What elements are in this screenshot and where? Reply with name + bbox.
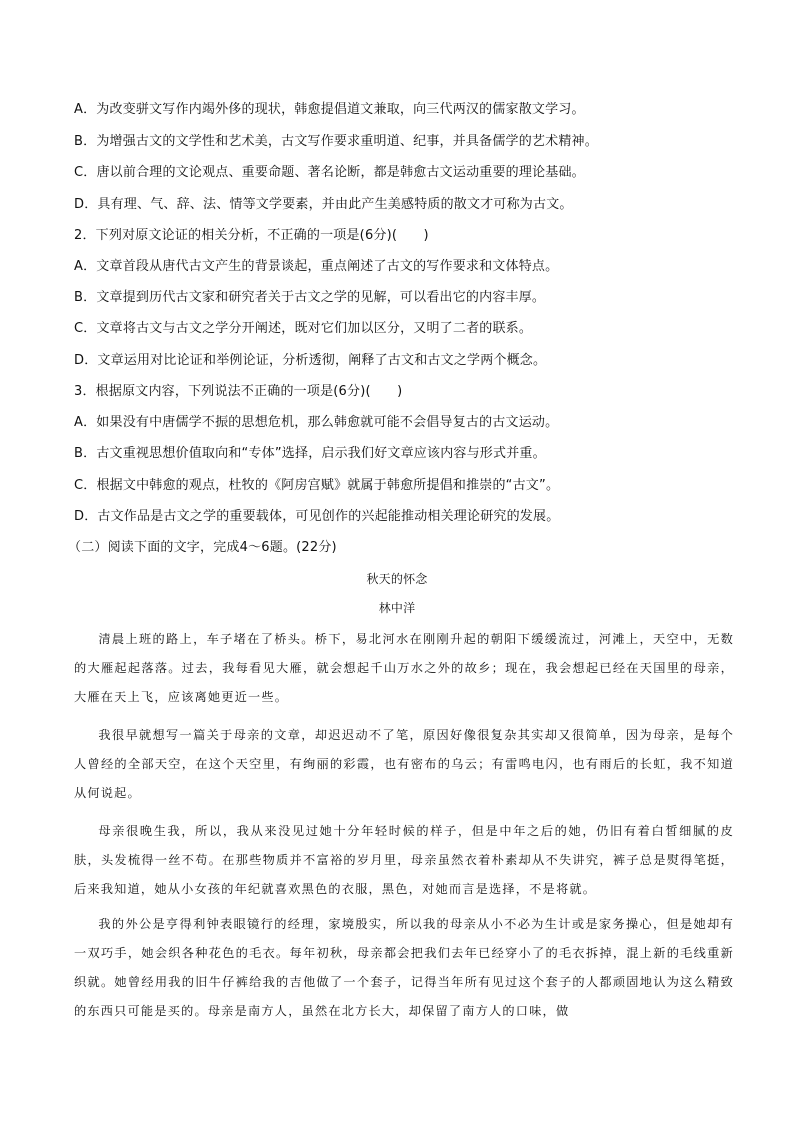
q2-option-c: C．文章将古文与古文之学分开阐述，既对它们加以区分，又明了二者的联系。 bbox=[74, 321, 533, 336]
q3-option-a: A．如果没有中唐儒学不振的思想危机，那么韩愈就可能不会倡导复古的古文运动。 bbox=[74, 415, 559, 430]
q1-option-b: B．为增强古文的文学性和艺术美，古文写作要求重明道、纪事，并具备儒学的艺术精神。 bbox=[74, 134, 598, 149]
passage-paragraph-4: 我的外公是亨得利钟表眼镜行的经理，家境殷实，所以我的母亲从小不必为生计或是家务操心，但是她却有一双巧手，她会织各种花色的毛衣。每年初秋，母亲都会把我们去年已经穿小了的毛衣拆掉，混上新的毛线重新织就。她曾经用我的旧牛仔裤给我的吉他做了一个套子，记得当年所有见过这个套子的人都顽固地认为这么精致的东西只可能是买的。母亲是南方人，虽然在北方长大，却保留了南方人的口味，做 bbox=[74, 917, 734, 1018]
passage-paragraph-1: 清晨上班的路上，车子堵在了桥头。桥下，易北河水在刚刚升起的朝阳下缓缓流过，河滩上，天空中，无数的大雁起起落落。过去，我每看见大雁，就会想起千山万水之外的故乡；现在，我会想起已经在天国里的母亲，大雁在天上飞，应该离她更近一些。 bbox=[74, 632, 734, 704]
q2-stem: 2．下列对原文论证的相关分析，不正确的一项是(6分)( ) bbox=[74, 228, 429, 243]
passage-author: 林中洋 bbox=[378, 601, 416, 615]
q3-stem: 3．根据原文内容，下列说法不正确的一项是(6分)( ) bbox=[74, 384, 403, 399]
q2-option-a: A．文章首段从唐代古文产生的背景谈起，重点阐述了古文的写作要求和文体特点。 bbox=[74, 259, 559, 274]
q2-option-b: B．文章提到历代古文家和研究者关于古文之学的见解，可以看出它的内容丰厚。 bbox=[74, 290, 546, 305]
q2-option-d: D．文章运用对比论证和举例论证，分析透彻，阐释了古文和古文之学两个概念。 bbox=[74, 353, 547, 368]
section2-heading: （二）阅读下面的文字，完成4～6题。(22分) bbox=[68, 540, 337, 555]
q3-option-d: D．古文作品是古文之学的重要载体，可见创作的兴起能推动相关理论研究的发展。 bbox=[74, 509, 560, 524]
passage-title: 秋天的怀念 bbox=[366, 572, 428, 586]
passage-paragraph-3: 母亲很晚生我，所以，我从来没见过她十分年轻时候的样子，但是中年之后的她，仍旧有着白皙细腻的皮肤，头发梳得一丝不苟。在那些物质并不富裕的岁月里，母亲虽然衣着朴素却从不失讲究，裤子总是熨得笔挺，后来我知道，她从小女孩的年纪就喜欢黑色的衣服，黑色，对她而言是选择，不是将就。 bbox=[74, 824, 734, 896]
q3-option-c: C．根据文中韩愈的观点，杜牧的《阿房宫赋》就属于韩愈所提倡和推崇的“古文”。 bbox=[74, 478, 560, 493]
q1-option-a: A．为改变骈文写作内竭外侈的现状，韩愈提倡道文兼取，向三代两汉的儒家散文学习。 bbox=[74, 102, 585, 117]
q1-option-d: D．具有理、气、辞、法、情等文学要素，并由此产生美感特质的散文才可称为古文。 bbox=[74, 197, 573, 212]
q1-option-c: C．唐以前合理的文论观点、重要命题、著名论断，都是韩愈古文运动重要的理论基础。 bbox=[74, 165, 585, 180]
passage-paragraph-2: 我很早就想写一篇关于母亲的文章，却迟迟动不了笔，原因好像很复杂其实却又很简单，因为母亲，是每个人曾经的全部天空，在这个天空里，有绚丽的彩霞，也有密布的乌云；有雷鸣电闪，也有雨后的长虹，我不知道从何说起。 bbox=[74, 728, 734, 800]
q3-option-b: B．古文重视思想价值取向和“专体”选择，启示我们好文章应该内容与形式并重。 bbox=[74, 446, 546, 461]
